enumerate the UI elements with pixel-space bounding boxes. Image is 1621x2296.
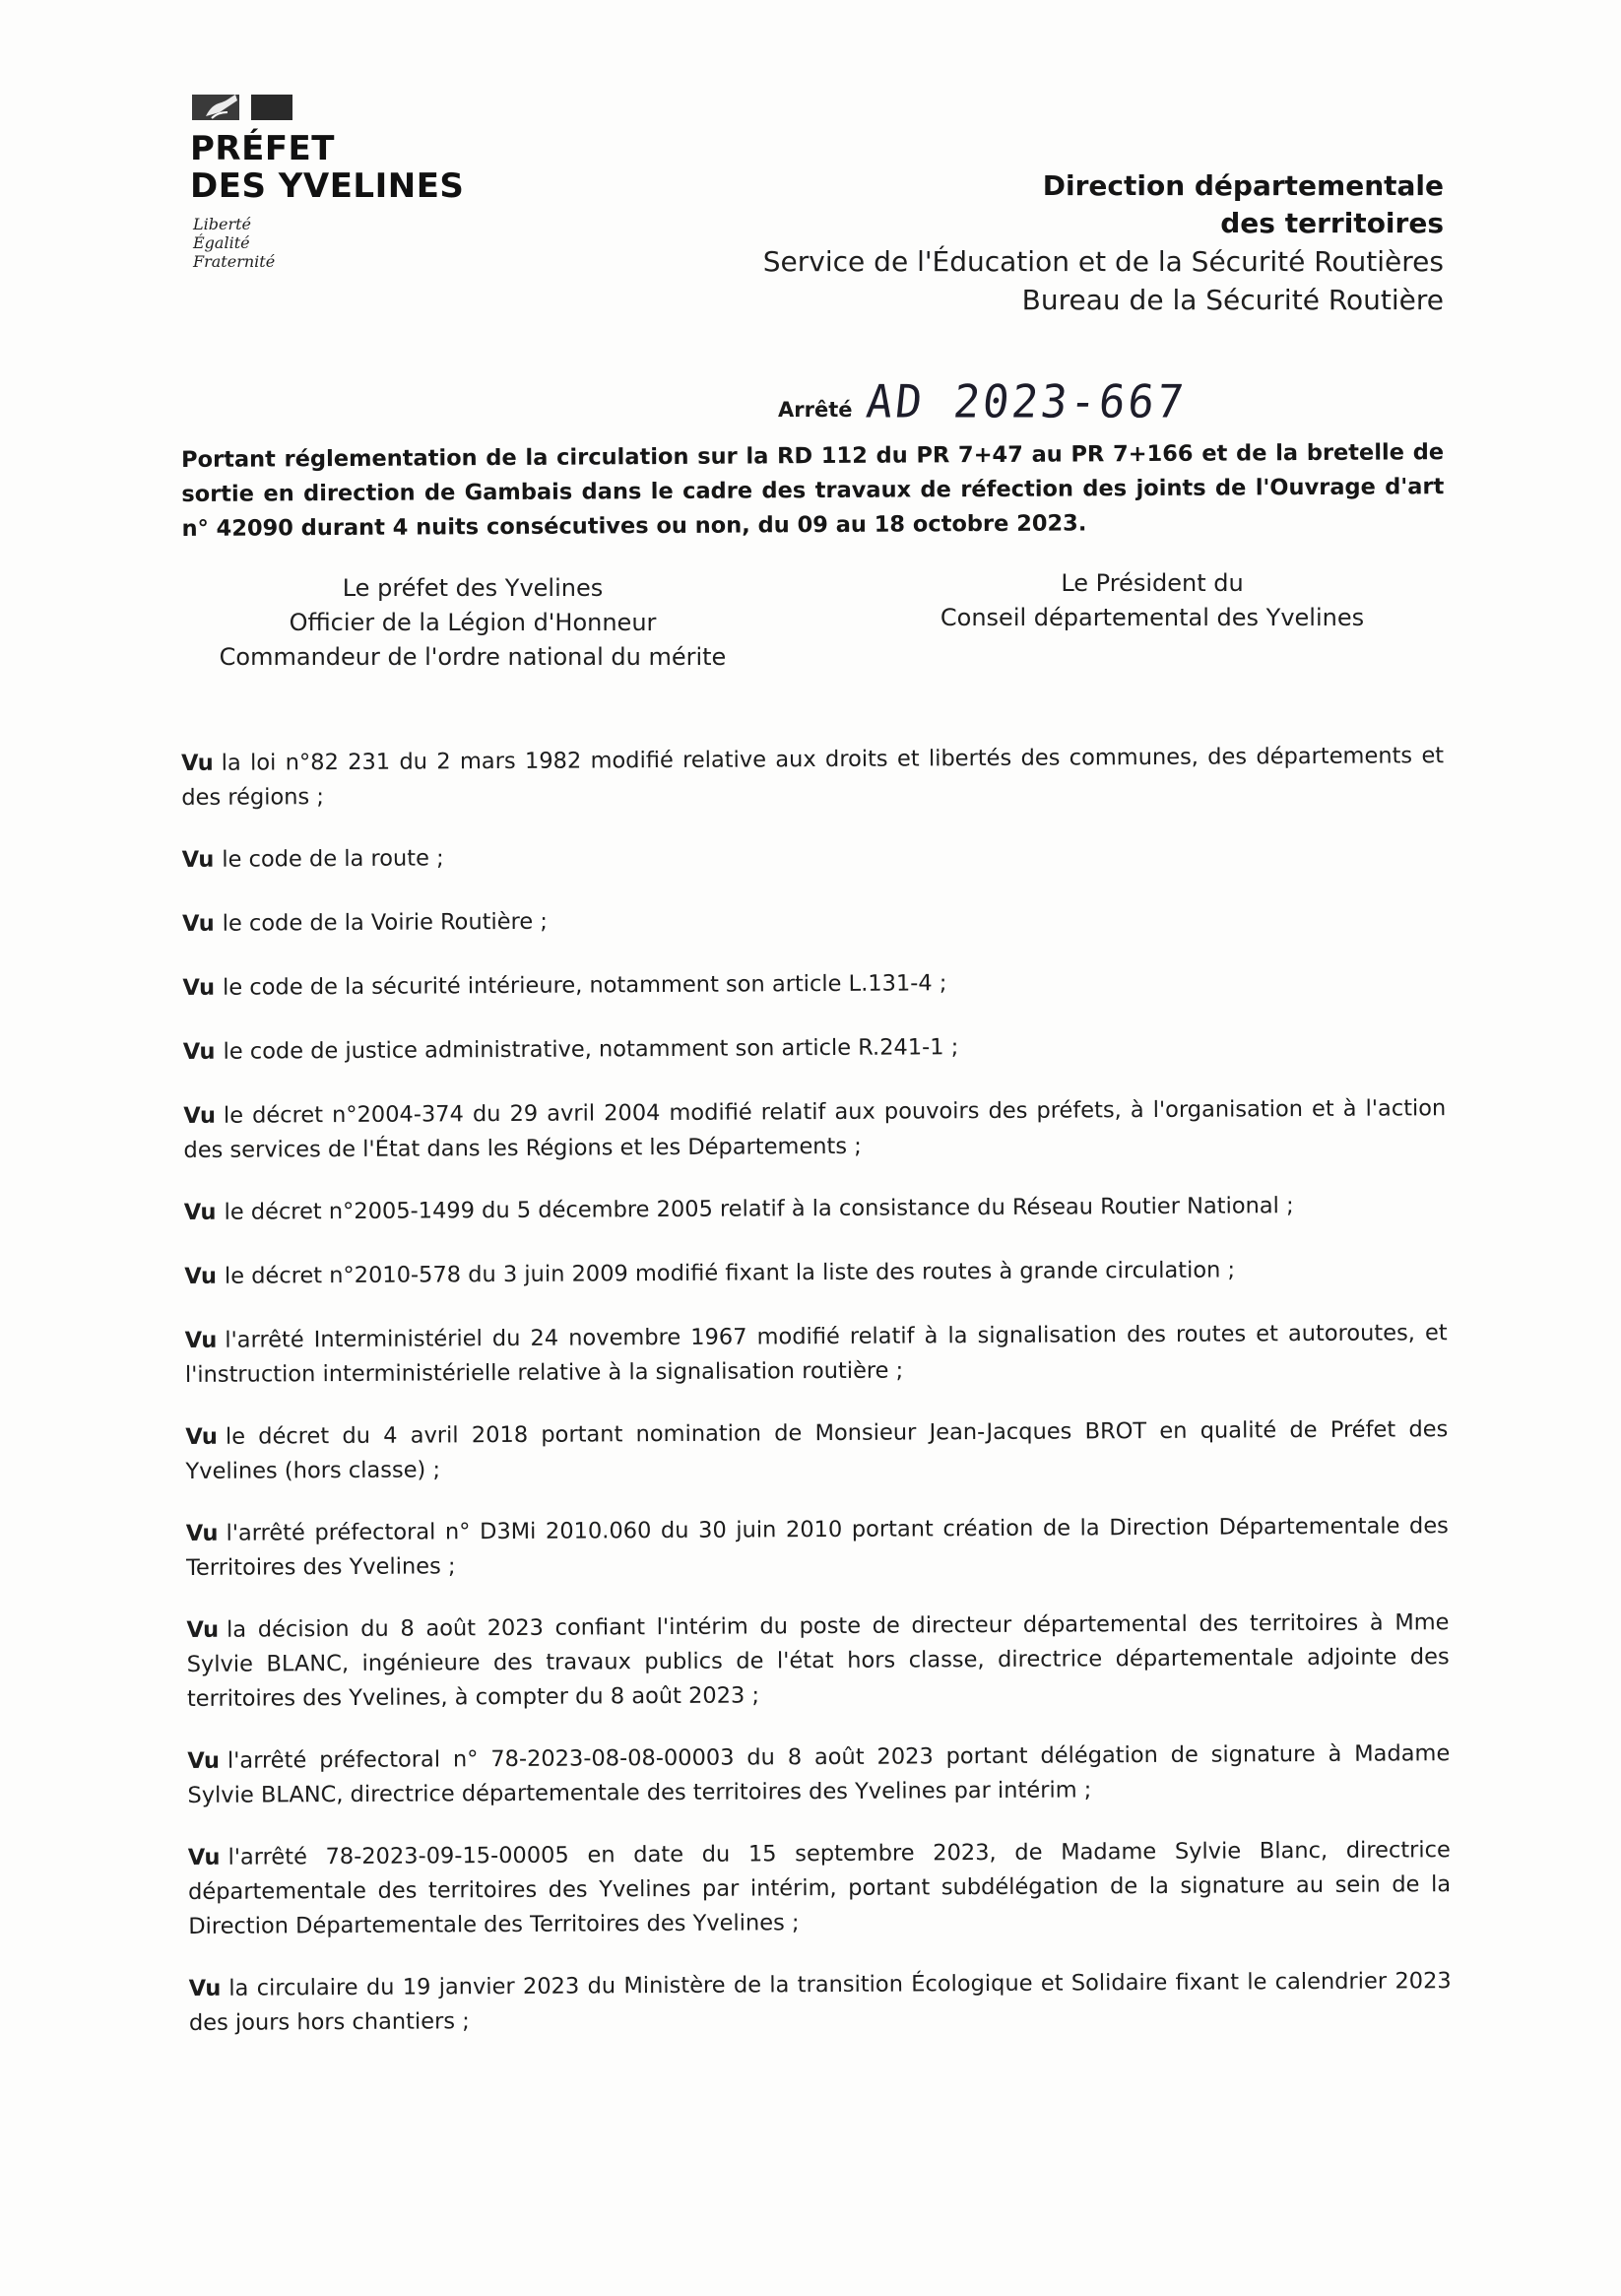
citation-prefix: Vu (187, 1747, 221, 1774)
motto-liberte: Liberté (193, 215, 251, 233)
bureau-name: Bureau de la Sécurité Routière (1021, 284, 1444, 316)
citation-text: le décret n°2010-578 du 3 juin 2009 modifié fixant la liste des routes à grande circulation ; (224, 1257, 1236, 1289)
citation (186, 1509, 1449, 1586)
citation-text: la loi n°82 231 du 2 mars 1982 modifié relative aux droits et libertés des communes, des départements et des régions ; (181, 743, 1445, 811)
citation (183, 1027, 1446, 1070)
direction-line1: Direction départementale (1042, 169, 1444, 202)
arrete-number: AD 2023-667 (863, 375, 1189, 429)
citation-text: le code de la route ; (222, 845, 444, 873)
citation-text: le code de justice administrative, notamment son article R.241-1 ; (223, 1034, 959, 1065)
citation (189, 1964, 1452, 2041)
republic-motto (193, 215, 486, 271)
citation-prefix: Vu (181, 750, 214, 776)
citation-text: l'arrêté 78-2023-09-15-00005 en date du 15 septembre 2023, de Madame Sylvie Blanc, directrice départementale des territoires des Yvelines par intérim, portant subdélégation de la signature au sein de la Direction Départementale des Territoires des Yvelines ; (188, 1837, 1452, 1939)
citation-prefix: Vu (187, 1844, 221, 1870)
legal-citations (181, 739, 1452, 2041)
citation (186, 1606, 1450, 1717)
citation-text: le décret n°2005-1499 du 5 décembre 2005 relatif à la consistance du Réseau Routier National ; (224, 1193, 1294, 1225)
arrete-reference (778, 375, 1189, 429)
motto-egalite: Égalité (193, 233, 250, 252)
signatory-president (906, 566, 1398, 635)
citation (182, 963, 1445, 1006)
signatory-prefet-line: Officier de la Légion d'Honneur (289, 609, 657, 636)
citation (181, 739, 1444, 816)
logo-title-line2: DES YVELINES (190, 166, 465, 206)
arrete-label: Arrêté (778, 398, 853, 422)
citation-prefix: Vu (182, 1038, 216, 1065)
marianne-emblem-icon (192, 91, 294, 122)
logo-title (190, 130, 486, 205)
citation-prefix: Vu (182, 910, 215, 937)
issuer-header (557, 167, 1444, 319)
signatory-prefet (187, 571, 758, 675)
citation-text: le décret n°2004-374 du 29 avril 2004 modifié relatif aux pouvoirs des préfets, à l'organisation et à l'action des services de l'État dans les Régions et les Départements ; (183, 1095, 1447, 1163)
citation (185, 1316, 1448, 1393)
citation (182, 899, 1445, 942)
citation-prefix: Vu (182, 974, 216, 1001)
citation-text: la décision du 8 août 2023 confiant l'intérim du poste de directeur départemental des territoires à Mme Sylvie BLANC, ingénieure des travaux publics de l'état hors classe, directrice départementale adjointe des territoires des Yvelines, à compter du 8 août 2023 ; (186, 1609, 1450, 1712)
citation (184, 1188, 1447, 1230)
signatory-prefet-line: Le préfet des Yvelines (342, 574, 604, 602)
citation-prefix: Vu (184, 1327, 218, 1353)
citation-text: le décret du 4 avril 2018 portant nomination de Monsieur Jean-Jacques BROT en qualité de Préfet des Yvelines (hors classe) ; (185, 1416, 1449, 1484)
citation (183, 1091, 1446, 1168)
citation-text: l'arrêté préfectoral n° D3Mi 2010.060 du 30 juin 2010 portant création de la Direction Départementale des Territoires des Yvelines ; (186, 1513, 1449, 1581)
signatory-president-line: Le Président du (1061, 569, 1244, 597)
logo-title-line1: PRÉFET (190, 129, 335, 168)
citation-prefix: Vu (183, 1199, 217, 1225)
citation-text: l'arrêté Interministériel du 24 novembre 1967 modifié relatif à la signalisation des routes et autoroutes, et l'instruction interministérielle relative à la signalisation routière ; (184, 1320, 1448, 1388)
citation-text: le code de la Voirie Routière ; (222, 908, 549, 937)
arrete-subject: Portant réglementation de la circulation sur la RD 112 du PR 7+47 au PR 7+166 et de la bretelle de sortie en direction de Gambais dans le cadre des travaux de réfection des joints de l'Ouvrage d'art n° 42090 durant 4 nuits consécutives ou non, du 09 au 18 octobre 2023. (181, 439, 1445, 542)
service-name: Service de l'Éducation et de la Sécurité Routières (762, 245, 1444, 278)
citation (184, 1252, 1447, 1294)
citation-prefix: Vu (185, 1423, 219, 1450)
citation (182, 835, 1445, 878)
signatory-prefet-line: Commandeur de l'ordre national du mérite (219, 643, 727, 671)
citation (188, 1833, 1452, 1944)
citation (185, 1412, 1448, 1489)
citation-prefix: Vu (185, 1520, 219, 1546)
citation-text: l'arrêté préfectoral n° 78-2023-08-08-00003 du 8 août 2023 portant délégation de signature à Madame Sylvie BLANC, directrice départementale des territoires des Yvelines par intérim ; (187, 1740, 1451, 1808)
citation-prefix: Vu (188, 1975, 222, 2001)
citation-text: la circulaire du 19 janvier 2023 du Ministère de la transition Écologique et Solidaire fixant le calendrier 2023 des jours hors chantiers ; (188, 1968, 1452, 2036)
direction-line2: des territoires (1220, 207, 1444, 239)
citation-prefix: Vu (181, 846, 215, 873)
motto-fraternite: Fraternité (193, 252, 276, 271)
signatory-president-line: Conseil départemental des Yvelines (940, 604, 1365, 631)
citation-text: le code de la sécurité intérieure, notamment son article L.131-4 ; (223, 970, 947, 1001)
citation-prefix: Vu (186, 1616, 220, 1643)
citation (187, 1737, 1450, 1813)
prefecture-logo (190, 91, 486, 271)
citation-prefix: Vu (184, 1263, 218, 1289)
citation-prefix: Vu (183, 1102, 217, 1129)
